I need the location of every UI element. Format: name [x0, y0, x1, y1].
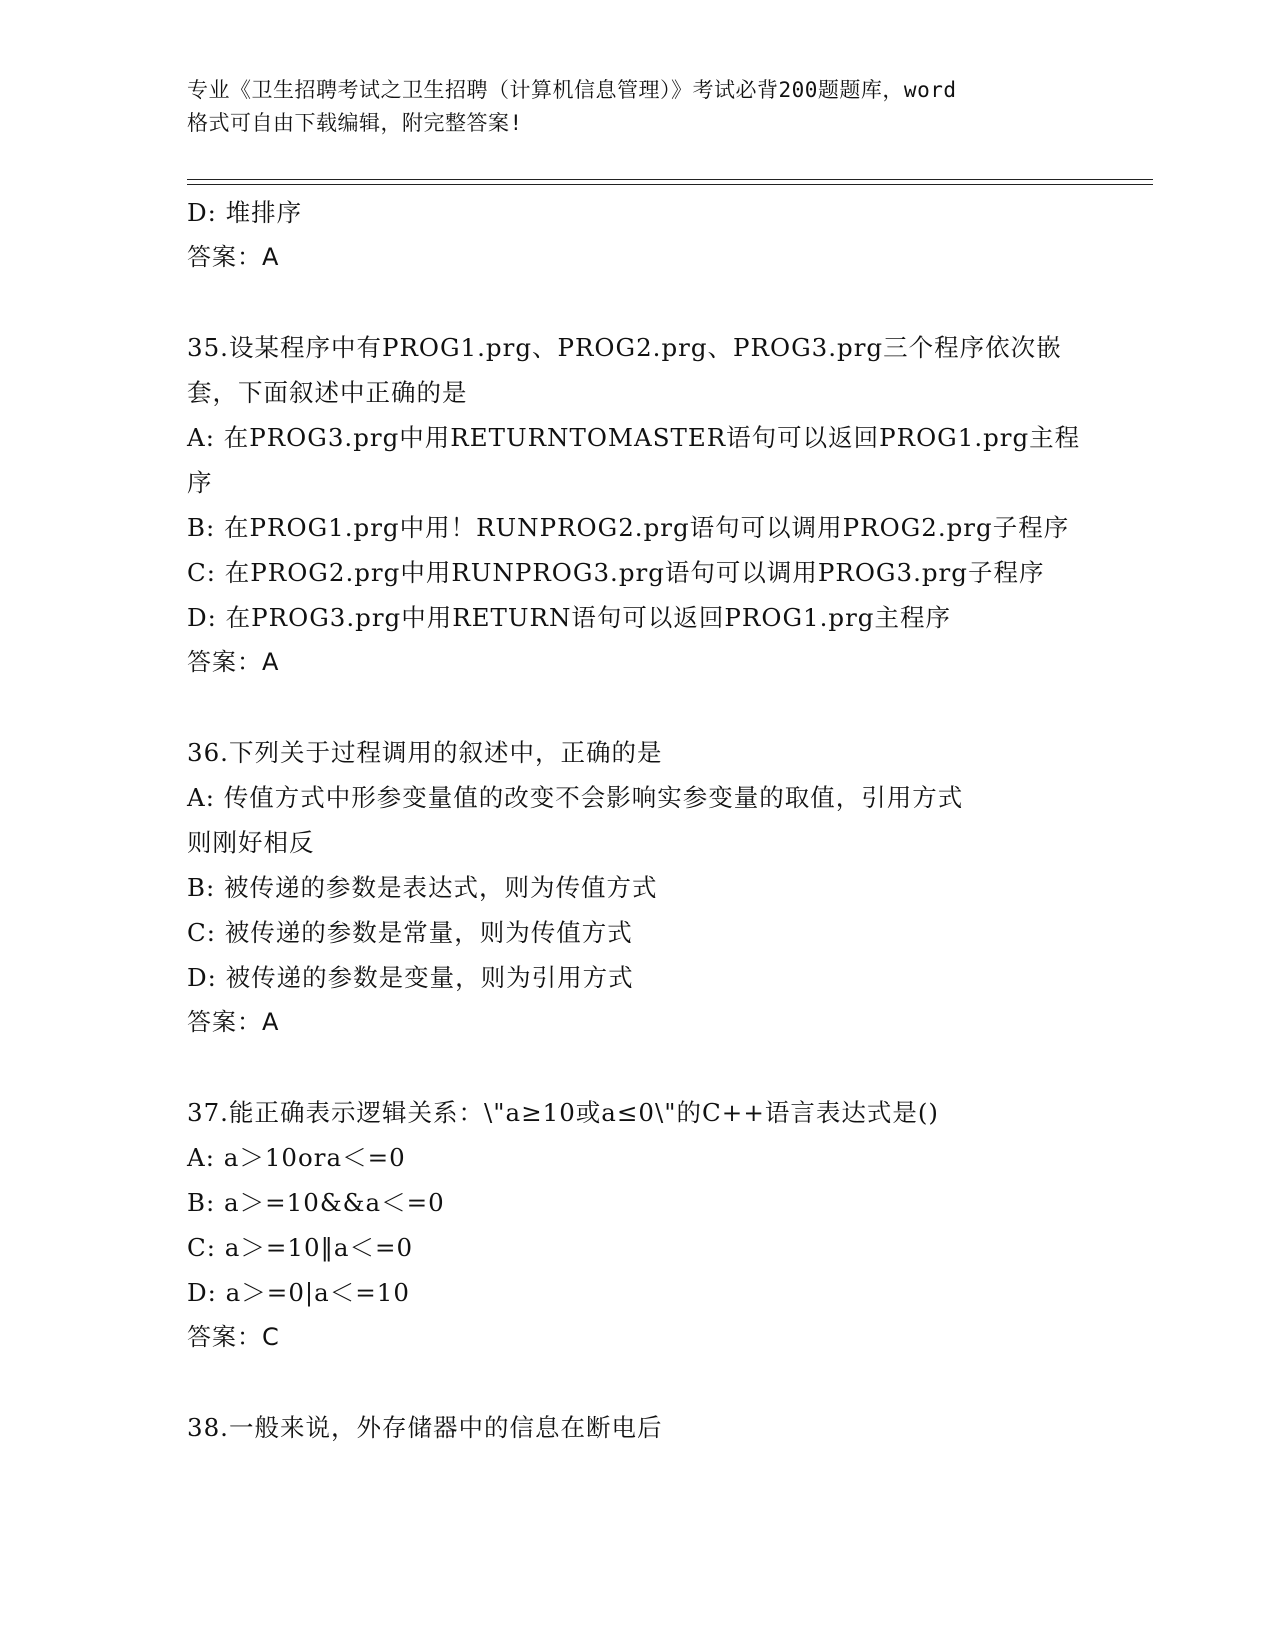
option-b: B: a＞=10&&a＜=0 — [187, 1188, 445, 1217]
answer: 答案：C — [187, 1323, 280, 1351]
question-36 — [187, 730, 1087, 1045]
header-divider-bottom — [187, 184, 1153, 185]
question-stem: 36.下列关于过程调用的叙述中，正确的是 — [187, 738, 663, 767]
answer: 答案：A — [187, 648, 280, 676]
header-line-2: 格式可自由下载编辑，附完整答案! — [187, 111, 523, 135]
option-a: 序 — [187, 468, 213, 497]
question-stem: 38.一般来说，外存储器中的信息在断电后 — [187, 1413, 663, 1442]
option-d: D: 在PROG3.prg中用RETURN语句可以返回PROG1.prg主程序 — [187, 603, 951, 632]
question-35 — [187, 325, 1087, 685]
option-d: D: a＞=0|a＜=10 — [187, 1278, 410, 1307]
spacer — [187, 1045, 1087, 1090]
question-38 — [187, 1405, 1087, 1450]
question-stem: 37.能正确表示逻辑关系：\"a≥10或a≤0\"的C++语言表达式是() — [187, 1098, 939, 1127]
option-a: 则刚好相反 — [187, 828, 315, 857]
option-c: C: 在PROG2.prg中用RUNPROG3.prg语句可以调用PROG3.prg子程序 — [187, 558, 1045, 587]
header-line-1: 专业《卫生招聘考试之卫生招聘（计算机信息管理）》考试必背200题题库，word — [187, 78, 957, 102]
option-c: C: a＞=10‖a＜=0 — [187, 1233, 414, 1262]
option-d: D: 被传递的参数是变量，则为引用方式 — [187, 963, 634, 992]
spacer — [187, 280, 1087, 325]
option-b: B: 被传递的参数是表达式，则为传值方式 — [187, 873, 658, 902]
answer: 答案：A — [187, 243, 280, 271]
option-c: C: 被传递的参数是常量，则为传值方式 — [187, 918, 633, 947]
page-header — [187, 74, 1087, 140]
spacer — [187, 1360, 1087, 1405]
answer: 答案：A — [187, 1008, 280, 1036]
question-stem: 35.设某程序中有PROG1.prg、PROG2.prg、PROG3.prg三个程序依次嵌 — [187, 333, 1062, 362]
option-a: A: 传值方式中形参变量值的改变不会影响实参变量的取值，引用方式 — [187, 783, 964, 812]
question-37 — [187, 1090, 1087, 1360]
option-a: A: 在PROG3.prg中用RETURNTOMASTER语句可以返回PROG1.prg主程 — [187, 423, 1081, 452]
header-divider-top — [187, 179, 1153, 180]
question-list — [187, 190, 1087, 1450]
option-d: D: 堆排序 — [187, 198, 303, 227]
question-34-tail — [187, 190, 1087, 280]
question-stem: 套，下面叙述中正确的是 — [187, 378, 468, 407]
spacer — [187, 685, 1087, 730]
option-b: B: 在PROG1.prg中用！RUNPROG2.prg语句可以调用PROG2.prg子程序 — [187, 513, 1070, 542]
option-a: A: a＞10ora＜=0 — [187, 1143, 406, 1172]
